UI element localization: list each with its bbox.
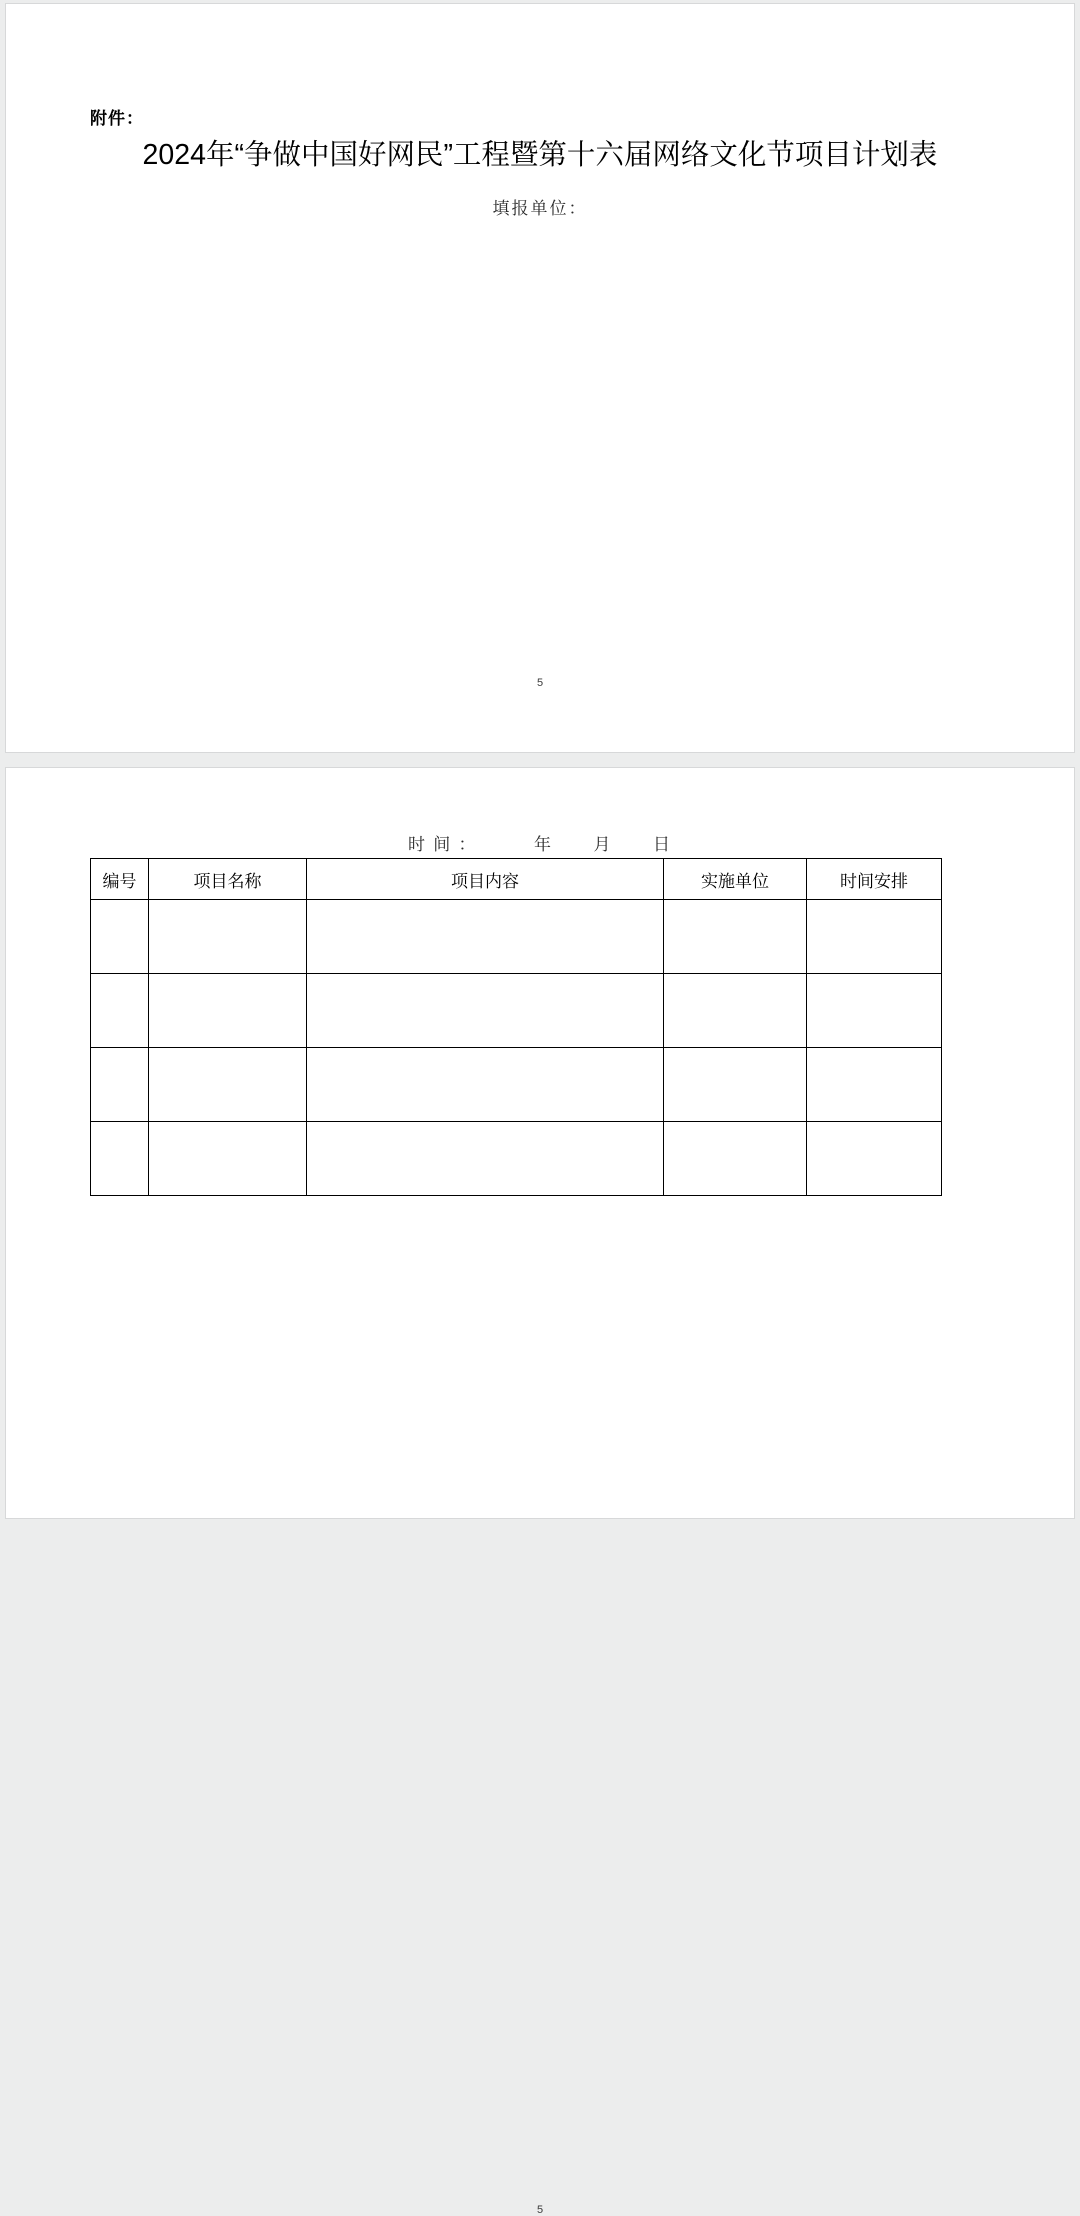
cell-name[interactable]	[149, 900, 307, 974]
project-plan-table	[90, 858, 942, 1196]
table-row	[91, 1048, 942, 1122]
cell-content[interactable]	[307, 1048, 664, 1122]
cell-no[interactable]	[91, 900, 149, 974]
time-year-label: 年	[534, 835, 553, 854]
page-title: 2024年“争做中国好网民”工程暨第十六届网络文化节项目计划表	[142, 139, 938, 171]
table-row	[91, 900, 942, 974]
table-header-row	[91, 859, 942, 900]
page-number: 5	[536, 677, 544, 689]
cell-no[interactable]	[91, 1048, 149, 1122]
page-number: 5	[536, 2204, 544, 2216]
cell-unit[interactable]	[664, 974, 807, 1048]
time-label: 时 间 ：	[408, 835, 478, 854]
cell-unit[interactable]	[664, 900, 807, 974]
time-line	[6, 830, 1074, 855]
cell-no[interactable]	[91, 1122, 149, 1196]
cell-name[interactable]	[149, 974, 307, 1048]
table-row	[91, 974, 942, 1048]
cell-content[interactable]	[307, 900, 664, 974]
column-header-unit: 实施单位	[664, 859, 807, 900]
cell-schedule[interactable]	[807, 1048, 942, 1122]
time-day-label: 日	[653, 835, 672, 854]
attachment-label: 附件：	[90, 109, 144, 128]
cell-schedule[interactable]	[807, 1122, 942, 1196]
document-page-1	[5, 3, 1075, 753]
cell-schedule[interactable]	[807, 900, 942, 974]
cell-schedule[interactable]	[807, 974, 942, 1048]
fill-unit-label: 填报单位：	[492, 199, 588, 218]
table-row	[91, 1122, 942, 1196]
document-page-2	[5, 767, 1075, 2216]
time-month-label: 月	[593, 835, 613, 854]
cell-unit[interactable]	[664, 1048, 807, 1122]
cell-name[interactable]	[149, 1122, 307, 1196]
column-header-no: 编号	[91, 859, 149, 900]
column-header-content: 项目内容	[307, 859, 664, 900]
cell-unit[interactable]	[664, 1122, 807, 1196]
column-header-name: 项目名称	[149, 859, 307, 900]
cell-no[interactable]	[91, 974, 149, 1048]
cell-content[interactable]	[307, 1122, 664, 1196]
cell-content[interactable]	[307, 974, 664, 1048]
column-header-schedule: 时间安排	[807, 859, 942, 900]
cell-name[interactable]	[149, 1048, 307, 1122]
